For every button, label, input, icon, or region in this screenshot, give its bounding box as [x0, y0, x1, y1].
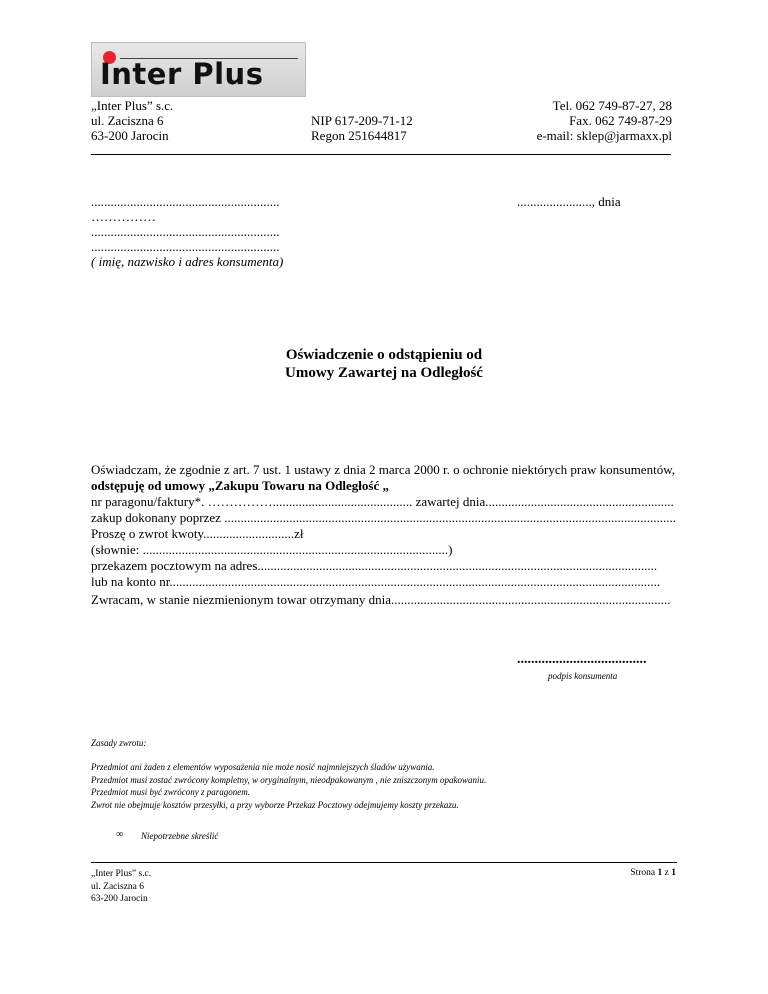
header-street: ul. Zaciszna 6	[91, 113, 164, 128]
logo-text: Inter Plus	[100, 57, 264, 91]
statement-amount-words: (słownie: ..............................................................................................)	[91, 542, 453, 557]
title-line-2: Umowy Zawartej na Odległość	[285, 365, 483, 381]
rule-item: Zwrot nie obejmuje kosztów przesyłki, a przy wyborze Przekaz Pocztowy odejmujemy koszty przekazu.	[91, 799, 459, 810]
header-divider	[91, 154, 671, 155]
signature-line: .....................................	[517, 652, 647, 667]
title-line-1: Oświadczenie o odstąpieniu od	[285, 347, 483, 363]
signature-label: podpis konsumenta	[548, 671, 618, 681]
page-total: 1	[671, 868, 676, 878]
consumer-line-3: ..........................................................	[91, 224, 280, 239]
statement-account-number: lub na konto nr.......................................................................................................................................................	[91, 574, 661, 589]
header-company-address	[91, 98, 173, 143]
rules-heading: Zasady zwrotu:	[91, 738, 147, 748]
company-logo	[91, 42, 306, 97]
rule-item: Przedmiot ani żaden z elementów wyposażenia nie może nosić najmniejszych śladów używania.	[91, 762, 435, 772]
footer-company-name: „Inter Plus” s.c.	[91, 869, 152, 879]
header-contact	[537, 98, 672, 143]
statement-withdrawal: odstępuję od umowy „Zakupu Towaru na Odległość „	[91, 478, 389, 493]
header-company-name: „Inter Plus” s.c.	[91, 98, 174, 113]
statement-return-goods: Zwracam, w stanie niezmienionym towar otrzymany dnia......................................................................................	[91, 592, 671, 607]
statement-refund-amount: Proszę o zwrot kwoty............................zł	[91, 526, 304, 541]
statement-intro: Oświadczam, że zgodnie z art. 7 ust. 1 ustawy z dnia 2 marca 2000 r. o ochronie niektórych praw konsumentów,	[91, 462, 675, 477]
footer-divider	[91, 862, 677, 863]
consumer-line-2: ……………	[91, 209, 156, 224]
header-city: 63-200 Jarocin	[91, 128, 169, 143]
header-regon: Regon 251644817	[311, 128, 407, 143]
rule-item: Przedmiot musi być zwrócony z paragonem.	[91, 787, 250, 797]
header-tax-ids	[311, 113, 413, 143]
rule-item: Przedmiot musi zostać zwrócony kompletny, w oryginalnym, nieodpakowanym , nie zniszczonym opakowaniu.	[91, 774, 487, 785]
date-field: ......................., dnia	[517, 194, 621, 209]
footer-page-number	[630, 868, 676, 878]
statement-purchase-via: zakup dokonany poprzez ...........................................................................................................................................	[91, 510, 676, 525]
footer-address	[91, 868, 151, 906]
page-middle: z	[662, 868, 672, 878]
page-current: 1	[657, 868, 663, 878]
header-nip: NIP 617-209-71-12	[311, 113, 413, 128]
rules-list	[91, 761, 486, 811]
page-prefix: Strona	[630, 868, 658, 878]
footnote-symbol: ∞	[116, 829, 124, 840]
footer-city: 63-200 Jarocin	[91, 894, 148, 904]
header-phone: Tel. 062 749-87-27, 28	[552, 98, 672, 113]
statement-postal-order: przekazem pocztowym na adres...........................................................................................................................	[91, 558, 658, 573]
footnote-text: Niepotrzebne skreślić	[141, 831, 219, 841]
footer-street: ul. Zaciszna 6	[91, 881, 145, 892]
consumer-block	[91, 194, 283, 269]
statement-body	[91, 462, 676, 590]
statement-receipt-number: nr paragonu/faktury*. ……………........................................... zawartej dnia..........................................................	[91, 494, 674, 509]
document-title	[0, 346, 768, 382]
consumer-label: ( imię, nazwisko i adres konsumenta)	[91, 254, 284, 269]
consumer-line-1: ..........................................................	[91, 194, 280, 209]
consumer-line-4: ..........................................................	[91, 239, 280, 254]
header-email: e-mail: sklep@jarmaxx.pl	[536, 128, 672, 143]
header-fax: Fax. 062 749-87-29	[569, 113, 672, 128]
